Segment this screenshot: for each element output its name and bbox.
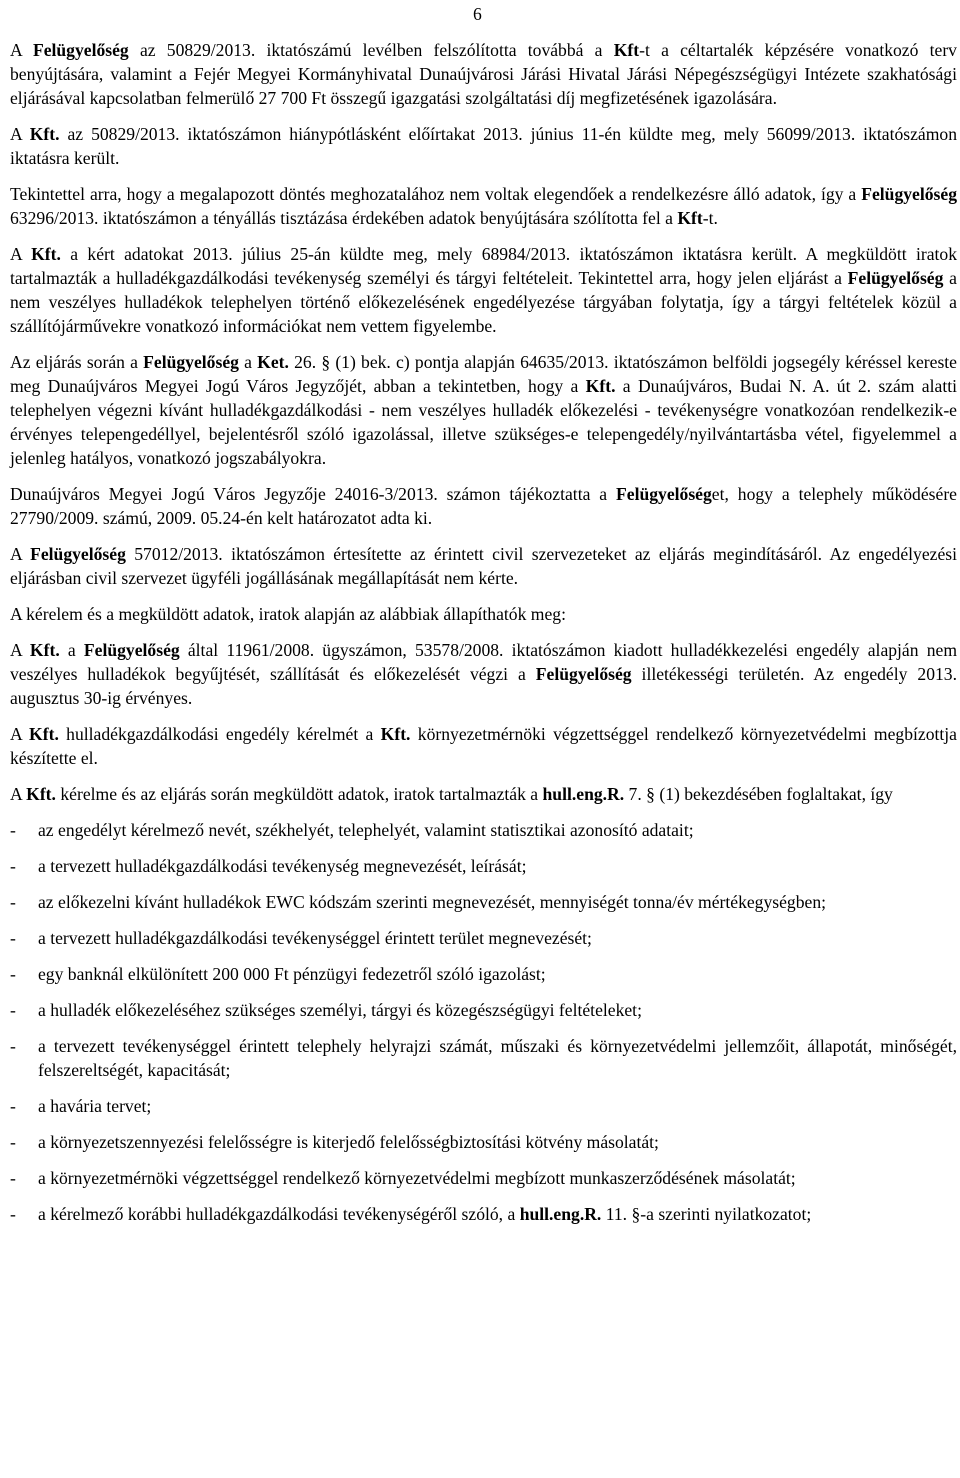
text-run: 63296/2013. iktatószámon a tényállás tisztázása érdekében adatok benyújtására szólította fel a [10, 208, 678, 228]
text-run: a környezetszennyezési felelősségre is kiterjedő felelősségbiztosítási kötvény másolatát; [38, 1132, 659, 1152]
text-run: -t. [702, 208, 718, 228]
text-run: Az eljárás során a [10, 352, 144, 372]
list-item-text [38, 818, 957, 842]
list-item-text [38, 1094, 957, 1118]
list-item-text [38, 1034, 957, 1082]
bold-text-run: Kft. [26, 784, 56, 804]
text-run: a tervezett hulladékgazdálkodási tevékenységgel érintett terület megnevezését; [38, 928, 592, 948]
paragraph [10, 350, 957, 470]
list-item [10, 1034, 957, 1082]
list-item-text [38, 1166, 957, 1190]
list-item [10, 962, 957, 986]
text-run: az előkezelni kívánt hulladékok EWC kódszám szerinti megnevezését, mennyiségét tonna/év mértékegységben; [38, 892, 827, 912]
list-marker: - [10, 1000, 16, 1020]
text-run: et, hogy a telephely működésére 27790/2009. számú, 2009. 05.24-én kelt határozatot adta ki. [10, 484, 957, 528]
list-marker: - [10, 1096, 16, 1116]
paragraph [10, 242, 957, 338]
text-run: a nem veszélyes hulladékok telephelyen történő előkezelésének engedélyezése tárgyában folytatja, így a tárgyi feltételek közül a szállítójárművekre vonatkozó információkat nem vettem figyelembe. [10, 268, 957, 336]
text-run: A [10, 124, 30, 144]
text-run: egy banknál elkülönített 200 000 Ft pénzügyi fedezetről szóló igazolást; [38, 964, 546, 984]
list-item-text [38, 926, 957, 950]
paragraph [10, 782, 957, 806]
bold-text-run: Kft [677, 208, 703, 228]
list-marker: - [10, 928, 16, 948]
bold-text-run: Felügyelőség [143, 352, 239, 372]
paragraph [10, 38, 957, 110]
list-item [10, 926, 957, 950]
list-item-text [38, 854, 957, 878]
text-run: által 11961/2008. ügyszámon, 53578/2008. iktatószámon kiadott hulladékkezelési engedély alapján nem veszélyes hulladékok begyűjtését, szállítását és előkezelését végzi a [10, 640, 958, 684]
text-run: a hulladék előkezeléséhez szükséges személyi, tárgyi és közegészségügyi feltételeket; [38, 1000, 642, 1020]
bold-text-run: Felügyelőség [847, 268, 944, 288]
list-item [10, 818, 957, 842]
bold-text-run: hull.eng.R. [542, 784, 625, 804]
text-run: A [10, 544, 31, 564]
text-run: 7. § (1) bekezdésében foglaltakat, így [624, 784, 893, 804]
bold-text-run: Felügyelőség [30, 544, 126, 564]
list-item-text [38, 962, 957, 986]
text-run: a tervezett hulladékgazdálkodási tevékenység megnevezését, leírását; [38, 856, 527, 876]
list-marker: - [10, 820, 16, 840]
text-run: -t a céltartalék képzésére vonatkozó terv benyújtására, valamint a Fejér Megyei Kormányhivatal Dunaújvárosi Járási Hivatal Járási Népegészségügyi Intézete szakhatósági eljárásával kapcsolatban felmerülő 27 700 Ft összegű igazgatási szolgáltatási díj megfizetésének igazolására. [10, 40, 957, 108]
text-run: A [10, 784, 27, 804]
bold-text-run: Kft [613, 40, 640, 60]
list-marker: - [10, 1204, 16, 1224]
bold-text-run: Felügyelőség [535, 664, 632, 684]
text-run: a kért adatokat 2013. július 25-án küldte meg, mely 68984/2013. iktatószámon iktatásra került. A megküldött iratok tartalmazták a hulladékgazdálkodási tevékenység személyi és tárgyi feltételeit. Tekintettel arra, hogy jelen eljárást a [10, 244, 958, 288]
list-item [10, 998, 957, 1022]
list-item [10, 1094, 957, 1118]
text-run: A [10, 244, 32, 264]
document-body [10, 38, 957, 1238]
bold-text-run: Kft. [29, 724, 59, 744]
requirements-list [10, 818, 957, 1226]
paragraph-container [10, 38, 957, 806]
bold-text-run: Ket. [257, 352, 289, 372]
list-marker: - [10, 964, 16, 984]
text-run: a [238, 352, 258, 372]
paragraph [10, 542, 957, 590]
text-run: 57012/2013. iktatószámon értesítette az érintett civil szervezeteket az eljárás megindításáról. Az engedélyezési eljárásban civil szervezet ügyféli jogállásának megállapítását nem kérte. [10, 544, 958, 588]
text-run: 26. § (1) bek. c) pontja alapján 64635/2013. iktatószámon belföldi jogsegély kéréssel kereste meg Dunaújváros Megyei Jogú Város Jegyzőjét, abban a tekintetben, hogy a [10, 352, 957, 396]
text-run: A [10, 724, 30, 744]
list-item [10, 1130, 957, 1154]
text-run: 11. §-a szerinti nyilatkozatot; [601, 1204, 812, 1224]
list-marker: - [10, 1132, 16, 1152]
bold-text-run: Kft. [380, 724, 411, 744]
text-run: az 50829/2013. iktatószámon hiánypótlásként előírtakat 2013. június 11-én küldte meg, mely 56099/2013. iktatószámon iktatásra került. [10, 124, 957, 168]
paragraph [10, 638, 957, 710]
list-marker: - [10, 856, 16, 876]
text-run: illetékességi területén. Az engedély 2013. augusztus 30-ig érvényes. [10, 664, 957, 708]
text-run: Dunaújváros Megyei Jogú Város Jegyzője 24016-3/2013. számon tájékoztatta a [10, 484, 617, 504]
text-run: A kérelem és a megküldött adatok, iratok alapján az alábbiak állapíthatók meg: [10, 604, 566, 624]
text-run: A [10, 40, 33, 60]
text-run: Tekintettel arra, hogy a megalapozott döntés meghozatalához nem voltak elegendőek a rendelkezésre álló adatok, így a [10, 184, 862, 204]
text-run: hulladékgazdálkodási engedély kérelmét a [58, 724, 381, 744]
list-item-text [38, 1202, 957, 1226]
bold-text-run: Kft. [29, 124, 60, 144]
bold-text-run: Kft. [29, 640, 60, 660]
bold-text-run: Felügyelőség [861, 184, 957, 204]
text-run: a Dunaújváros, Budai N. A. út 2. szám alatti telephelyen végezni kívánt hulladékgazdálkodási - nem veszélyes hulladék előkezelési - tevékenységre vonatkozóan rendelkezik-e érvényes telepengedéllyel, bejelentésről szóló igazolással, illetve szükséges-e telepengedély/nyilvántartásba vétel, figyelemmel a jelenleg hatályos, vonatkozó jogszabályokra. [10, 376, 957, 468]
list-item-text [38, 890, 957, 914]
bold-text-run: Felügyelőség [83, 640, 180, 660]
list-marker: - [10, 892, 16, 912]
text-run: a [59, 640, 84, 660]
text-run: a kérelmező korábbi hulladékgazdálkodási tevékenységéről szóló, a [38, 1204, 520, 1224]
paragraph [10, 482, 957, 530]
list-item-text [38, 1130, 957, 1154]
text-run: A [10, 640, 30, 660]
paragraph [10, 182, 957, 230]
bold-text-run: Kft. [585, 376, 616, 396]
paragraph [10, 602, 957, 626]
text-run: a havária tervet; [38, 1096, 152, 1116]
bold-text-run: Felügyelőség [32, 40, 129, 60]
list-item [10, 1166, 957, 1190]
list-marker: - [10, 1168, 16, 1188]
text-run: a tervezett tevékenységgel érintett telephely helyrajzi számát, műszaki és környezetvédelmi jellemzőit, állapotát, minőségét, felszereltségét, kapacitását; [38, 1036, 957, 1080]
paragraph [10, 722, 957, 770]
text-run: környezetmérnöki végzettséggel rendelkező környezetvédelmi megbízottja készítette el. [10, 724, 957, 768]
list-item [10, 854, 957, 878]
list-item [10, 890, 957, 914]
paragraph [10, 122, 957, 170]
text-run: az 50829/2013. iktatószámú levélben felszólította továbbá a [128, 40, 614, 60]
page-number: 6 [473, 4, 482, 24]
bold-text-run: hull.eng.R. [519, 1204, 602, 1224]
text-run: a környezetmérnöki végzettséggel rendelkező környezetvédelmi megbízott munkaszerződésének másolatát; [38, 1168, 796, 1188]
list-marker: - [10, 1036, 16, 1056]
list-item-text [38, 998, 957, 1022]
list-item [10, 1202, 957, 1226]
text-run: kérelme és az eljárás során megküldött adatok, iratok tartalmazták a [55, 784, 543, 804]
text-run: az engedélyt kérelmező nevét, székhelyét, telephelyét, valamint statisztikai azonosító adatait; [38, 820, 694, 840]
bold-text-run: Felügyelőség [616, 484, 712, 504]
bold-text-run: Kft. [31, 244, 61, 264]
